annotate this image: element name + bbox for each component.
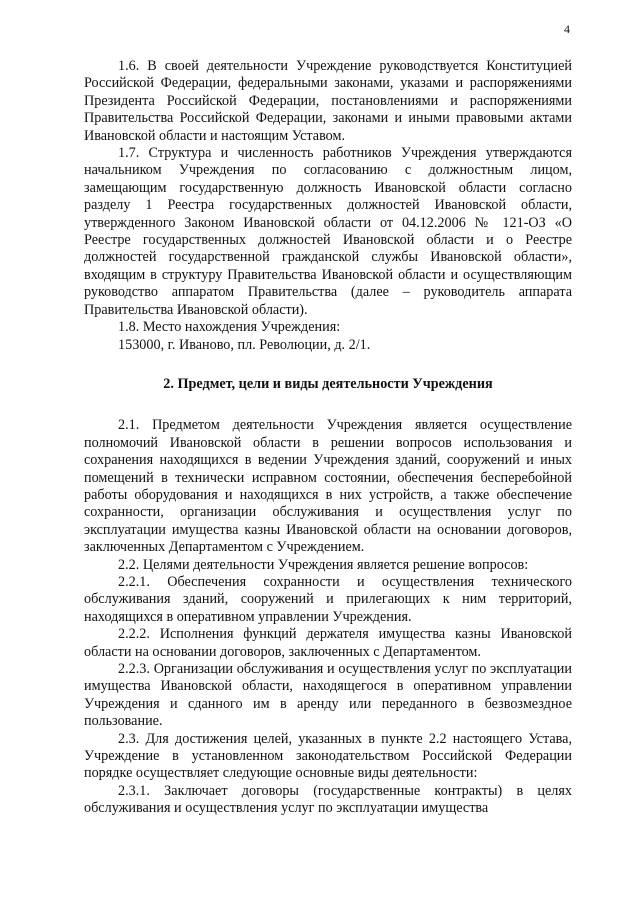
- document-body: [84, 58, 572, 818]
- paragraph-2-2-1: 2.2.1. Обеспечения сохранности и осуществления технического обслуживания зданий, сооружений и прилегающих к ним территорий, находящихся в оперативном управлении Учреждения.: [84, 573, 572, 625]
- paragraph-2-3-1: 2.3.1. Заключает договоры (государственные контракты) в целях обслуживания и осуществления услуг по эксплуатации имущества: [84, 782, 572, 817]
- paragraph-2-3: 2.3. Для достижения целей, указанных в пункте 2.2 настоящего Устава, Учреждение в установленном законодательством Российской Федерации порядке осуществляет следующие основные виды деятельности:: [84, 730, 572, 782]
- paragraph-2-1: 2.1. Предметом деятельности Учреждения является осуществление полномочий Ивановской области в решении вопросов использования и сохранения находящихся в ведении Учреждения зданий, сооружений и иных помещений в технически исправном состоянии, обеспечения бесперебойной работы оборудования и находящихся в них устройств, а также обеспечение сохранности, организации обслуживания и осуществления услуг по эксплуатации имущества казны Ивановской области на основании договоров, заключенных Департаментом с Учреждением.: [84, 417, 572, 556]
- paragraph-2-2-2: 2.2.2. Исполнения функций держателя имущества казны Ивановской области на основании договоров, заключенных с Департаментом.: [84, 626, 572, 660]
- paragraph-1-6: 1.6. В своей деятельности Учреждение руководствуется Конституцией Российской Федерации, федеральными законами, указами и распоряжениями Президента Российской Федерации, постановлениями и распоряжениями Правительства Российской Федерации, законами и иными правовыми актами Ивановской области и настоящим Уставом.: [84, 58, 572, 144]
- section-heading: 2. Предмет, цели и виды деятельности Учреждения: [163, 375, 493, 392]
- address-line: 153000, г. Иваново, пл. Революции, д. 2/1.: [118, 336, 371, 353]
- paragraph-1-8: 1.8. Место нахождения Учреждения:: [118, 319, 341, 336]
- paragraph-2-2: 2.2. Целями деятельности Учреждения является решение вопросов:: [118, 556, 529, 573]
- paragraph-2-2-3: 2.2.3. Организации обслуживания и осуществления услуг по эксплуатации имущества Ивановской области, находящегося в оперативном управлении Учреждения и сданного им в аренду или переданного в безвозмездное пользование.: [84, 661, 572, 730]
- paragraph-1-7: 1.7. Структура и численность работников Учреждения утверждаются начальником Учреждения по согласованию с должностным лицом, замещающим государственную должность Ивановской области согласно разделу 1 Реестра государственных должностей Ивановской области, утвержденного Законом Ивановской области от 04.12.2006 № 121-ОЗ «О Реестре государственных должностей Ивановской области и о Реестре должностей государственной гражданской службы Ивановской области», входящим в структуру Правительства Ивановской области и осуществляющим руководство аппаратом Правительства (далее – руководитель аппарата Правительства Ивановской области).: [84, 145, 572, 318]
- page-number: 4: [564, 22, 570, 36]
